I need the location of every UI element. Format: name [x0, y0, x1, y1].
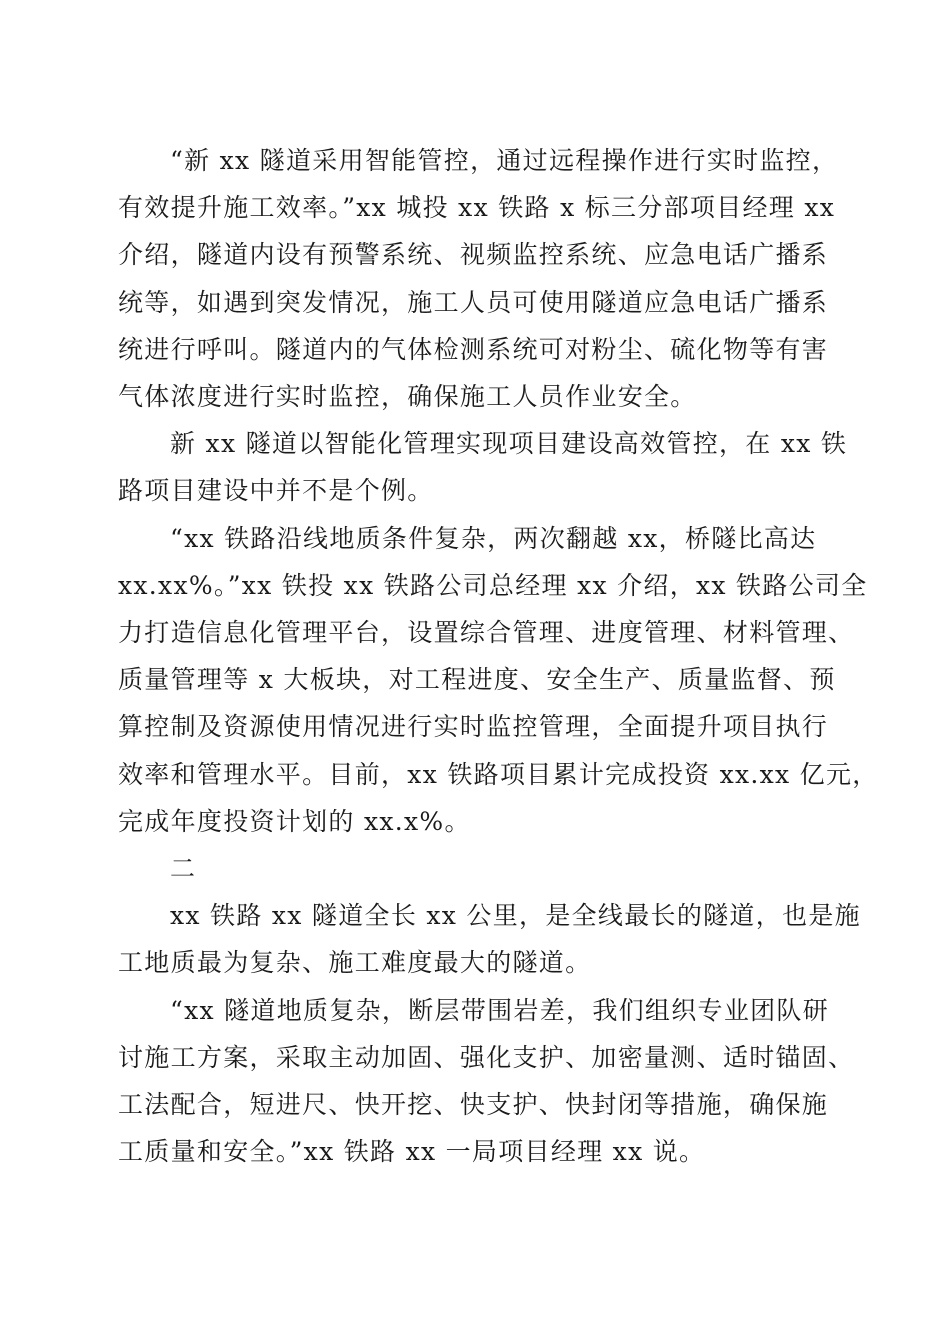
text-line: 算控制及资源使用情况进行实时监控管理，全面提升项目执行: [118, 712, 829, 742]
paragraph-2: [118, 420, 848, 514]
text-line: “xx 隧道地质复杂，断层带围岩差，我们组织专业团队研: [170, 995, 830, 1025]
section-heading: [118, 845, 838, 892]
text-line: xx.xx%。”xx 铁投 xx 铁路公司总经理 xx 介绍，xx 铁路公司全: [118, 570, 868, 600]
text-line: “新 xx 隧道采用智能管控，通过远程操作进行实时监控，: [170, 146, 839, 175]
text-line: 讨施工方案，采取主动加固、强化支护、加密量测、适时锚固、: [118, 1042, 855, 1072]
text-line: 质量管理等 x 大板块，对工程进度、安全生产、质量监督、预: [118, 665, 836, 695]
text-line: 统等，如遇到突发情况，施工人员可使用隧道应急电话广播系: [118, 287, 829, 317]
text-line: 工法配合，短进尺、快开挖、快支护、快封闭等措施，确保施: [118, 1090, 829, 1120]
paragraph-4: [118, 892, 861, 986]
text-line: xx 铁路 xx 隧道全长 xx 公里，是全线最长的隧道，也是施: [170, 901, 861, 931]
paragraph-1: [118, 137, 838, 420]
text-line: 介绍，隧道内设有预警系统、视频监控系统、应急电话广播系: [118, 240, 829, 270]
text-line: 力打造信息化管理平台，设置综合管理、进度管理、材料管理、: [118, 618, 855, 648]
text-line: 气体浓度进行实时监控，确保施工人员作业安全。: [118, 382, 697, 412]
text-line: “xx 铁路沿线地质条件复杂，两次翻越 xx，桥隧比高达: [170, 523, 817, 553]
paragraph-5: [118, 987, 855, 1176]
text-line: 统进行呼叫。隧道内的气体检测系统可对粉尘、硫化物等有害: [118, 334, 829, 364]
text-line: 有效提升施工效率。”xx 城投 xx 铁路 x 标三分部项目经理 xx: [118, 193, 836, 223]
text-line: 路项目建设中并不是个例。: [118, 476, 434, 506]
text-line: 完成年度投资计划的 xx.x%。: [118, 806, 471, 836]
text-line: 效率和管理水平。目前，xx 铁路项目累计完成投资 xx.xx 亿元，: [118, 759, 879, 789]
section-number: 二: [170, 854, 197, 884]
paragraph-3: [118, 515, 879, 845]
text-line: 工地质最为复杂、施工难度最大的隧道。: [118, 948, 592, 978]
text-line: 新 xx 隧道以智能化管理实现项目建设高效管控，在 xx 铁: [170, 429, 848, 459]
text-line: 工质量和安全。”xx 铁路 xx 一局项目经理 xx 说。: [118, 1137, 706, 1167]
document-body: [118, 137, 879, 1175]
